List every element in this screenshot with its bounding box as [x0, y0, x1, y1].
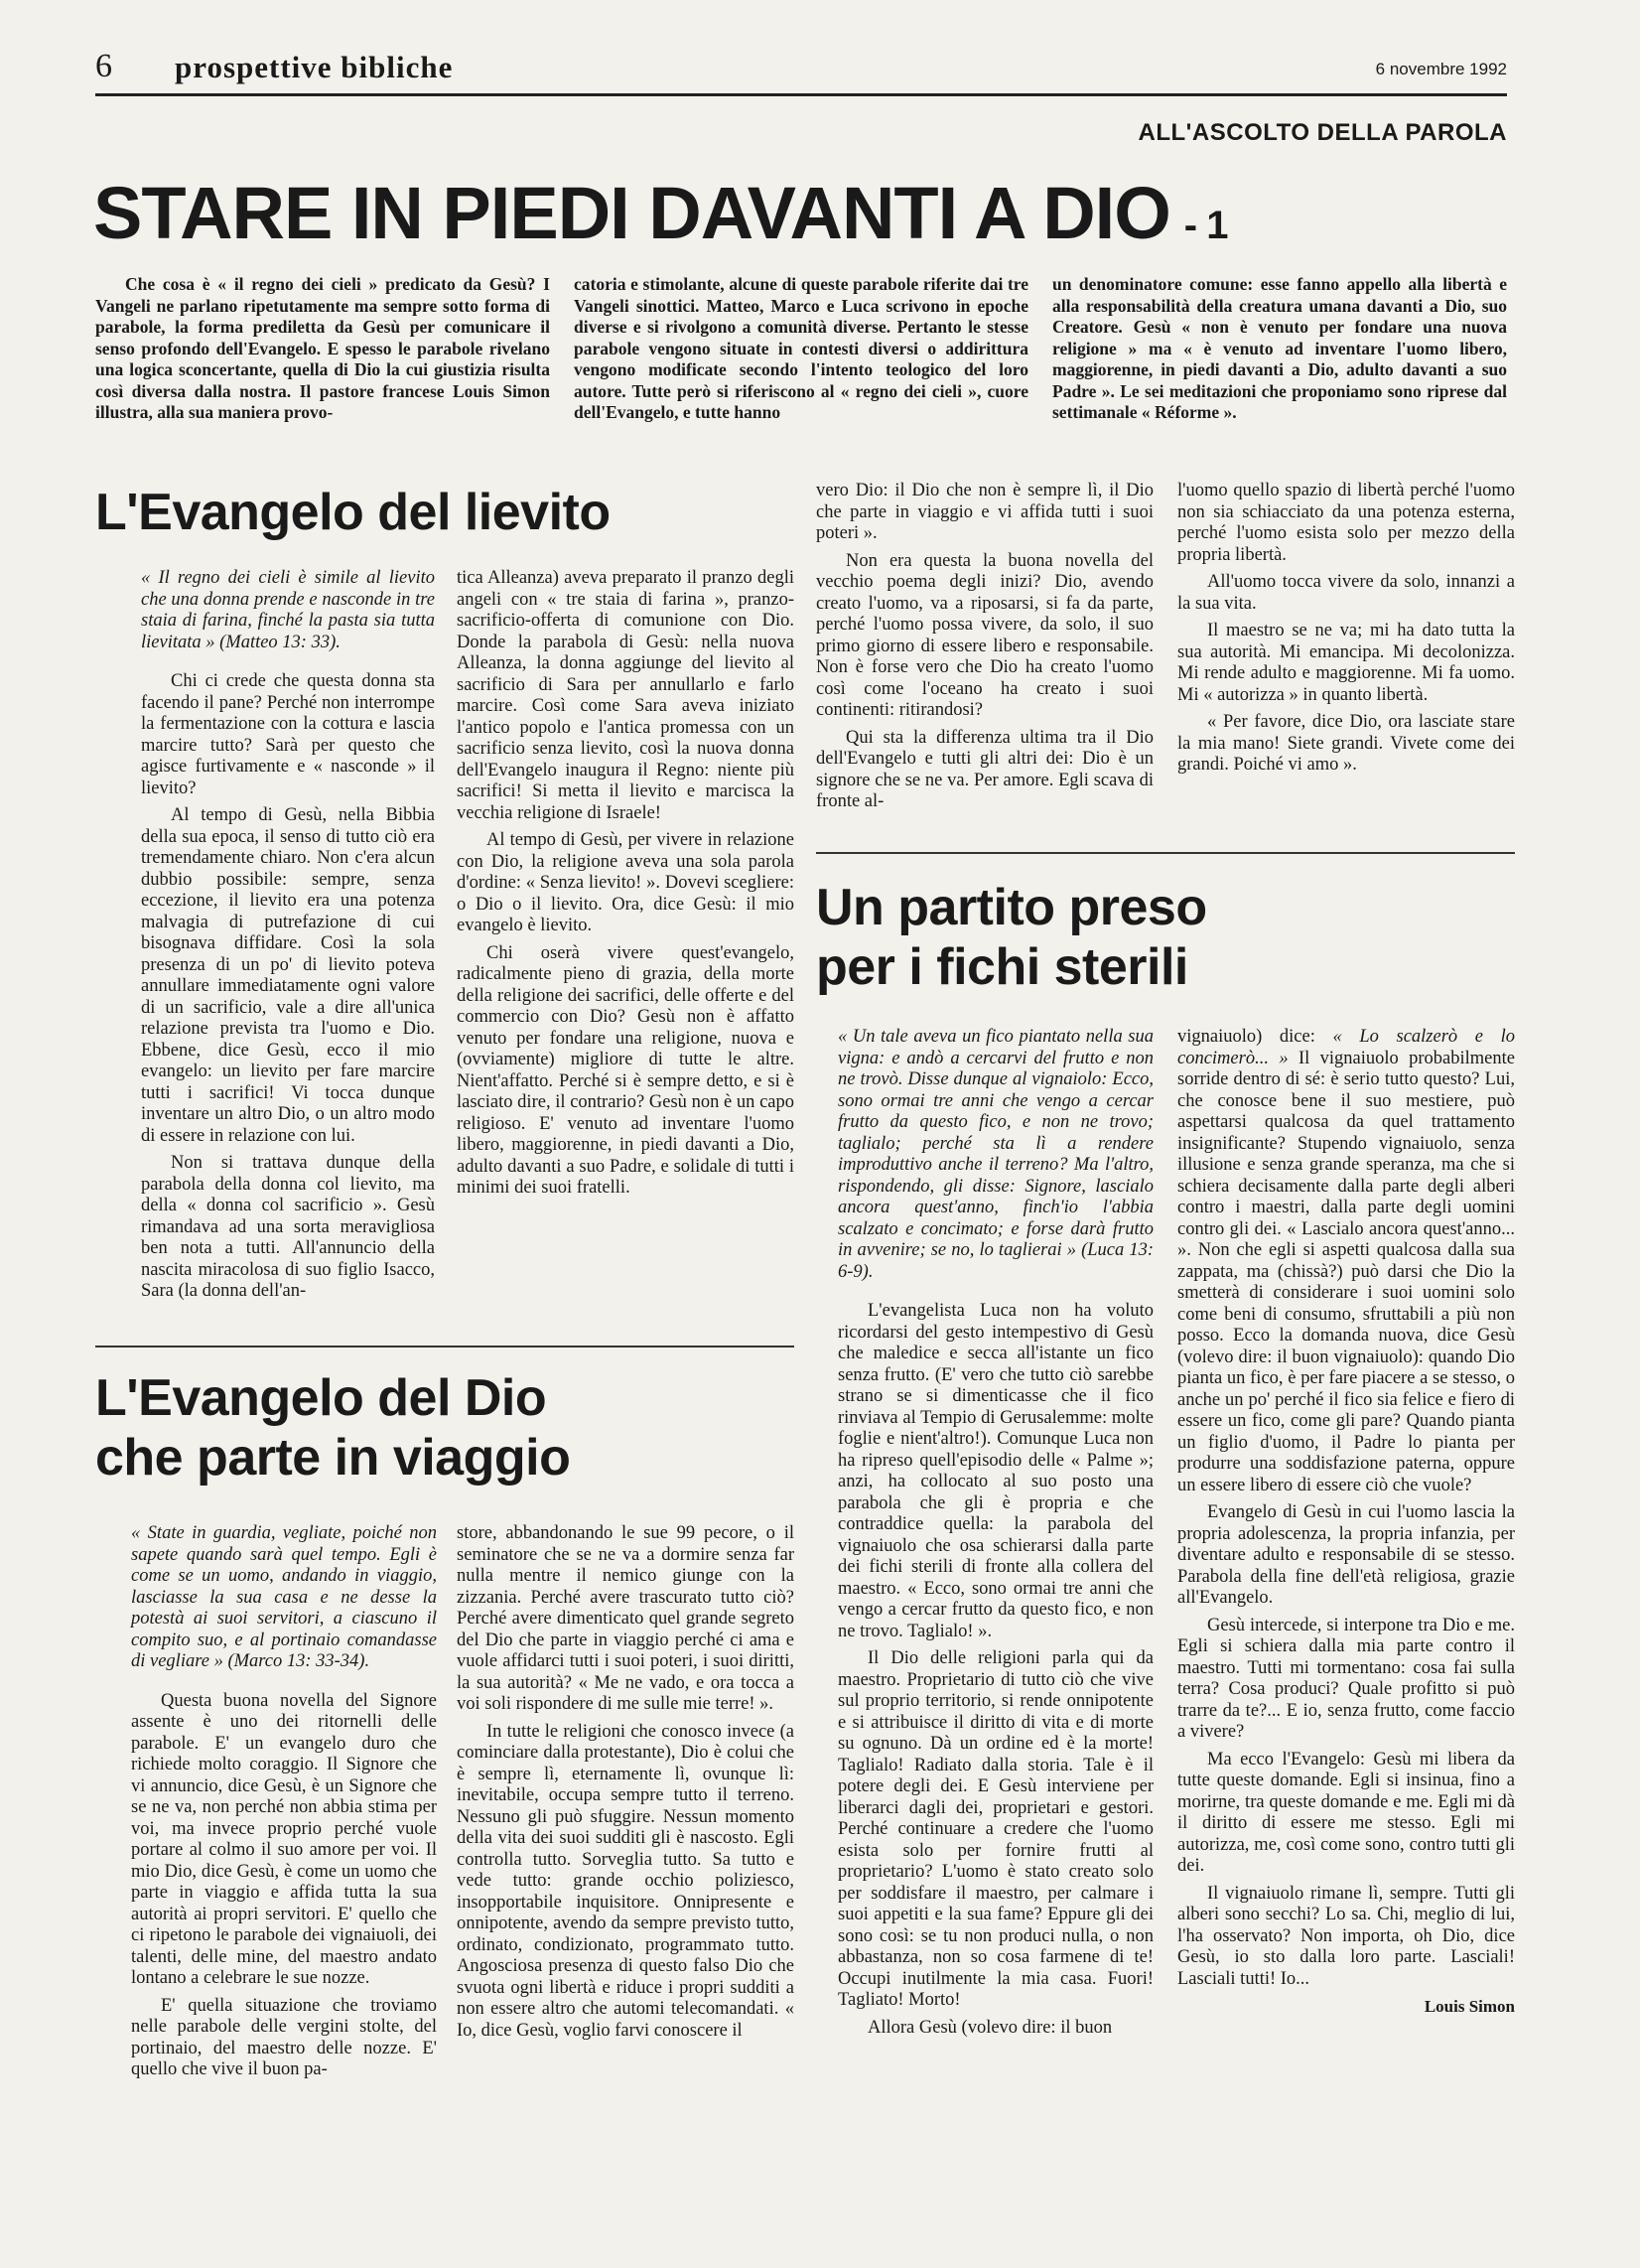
- paragraph: In tutte le religioni che conosco invece (a cominciare dalla protestante), Dio è colui che è sempre lì, eternamente lì, ovunque lì: inevitabile, occupa sempre tutto il terreno. Nessuno gli può sfuggire. Nessun momento della vita dei suoi sudditi gli è nascosto. Egli controlla tutto. Sorveglia tutto. Sa tutto e vede tutto: grande occhio poliziesco, insopportabile inquisitore. Onnipresente e onnipotente, avendo da sempre previsto tutto, ordinato, condizionato, programmato tutto. Angosciosa presenza di questo falso Dio che svuota ogni libertà e riduce i propri sudditi a non essere altro che automi telecomandati. « Io, dice Gesù, voglio farvi conoscere il: [457, 1721, 794, 2041]
- paragraph: Gesù intercede, si interpone tra Dio e me. Egli si schiera dalla mia parte contro il maestro. Tutti mi tormentano: cosa fai sulla terra? Cosa produci? Quale profitto si può trarre da te?... E io, senza frutto, come faccio a vivere?: [1177, 1615, 1515, 1742]
- paragraph: Il Dio delle religioni parla qui da maestro. Proprietario di tutto ciò che vive sul proprio territorio, si rende onnipotente e si attribuisce il diritto di vita e di morte su ognuno. Dà un ordine ed è la morte! Taglialo! Radiato dalla storia. Tale è il potere degli dei. E Gesù interviene per liberarci dagli dei, proprietari e gestori. Perché continuare a credere che l'uomo esista solo per fornire frutti al proprietario? L'uomo è stato creato solo per soddisfare il maestro, per calmare i suoi appetiti e la sua fame? Eppure gli dei sono così: se tu non produci nulla, o non abbastanza, non so cosa farmene di te! Occupi inutilmente la mia casa. Fuori! Tagliato! Morto!: [838, 1648, 1154, 2010]
- paragraph: Questa buona novella del Signore assente è uno dei ritornelli delle parabole. E' un evangelo duro che richiede molto coraggio. Il Signore che vi annuncio, dice Gesù, è un Signore che se ne va, non perché non abbia stima per voi, ma invece proprio perché vuole portare al colmo il suo amore per voi. Il mio Dio, dice Gesù, è come un uomo che parte in viaggio e affida tutta la sua autorità ai propri servitori. E' quello che ci ripetono le parabole dei vignaiuoli, dei talenti, delle mine, del maestro andato lontano a celebrare le sue nozze.: [131, 1690, 437, 1988]
- paragraph: Ma ecco l'Evangelo: Gesù mi libera da tutte queste domande. Egli si insinua, fino a morirne, tra queste domande e me. Egli mi dà il diritto di essere me stesso. Egli mi autorizza, me, così come sono, contro tutti gli dei.: [1177, 1749, 1515, 1876]
- paragraph: vero Dio: il Dio che non è sempre lì, il Dio che parte in viaggio e vi affida tutti i suoi poteri ».: [816, 481, 1154, 543]
- section-heading-viaggio: L'Evangelo del Dio che parte in viaggio: [95, 1369, 571, 1487]
- section1-col-2: [457, 568, 794, 1205]
- section2-quote: « State in guardia, vegliate, poiché non sapete quando sarà quel tempo. Egli è come se un uomo, andando in viaggio, lasciasse la sua casa e ne desse la potestà ai suoi servitori, a ciascuno il compito suo, e al portinaio comandasse di vegliare » (Marco 13: 33-34).: [131, 1523, 437, 1671]
- paragraph: Chi oserà vivere quest'evangelo, radicalmente pieno di grazia, della morte della religione dei sacrifici, delle offerte e del commercio con Dio? Gesù non è affatto venuto per fondare una religione, nuova e (ovviamente) migliore di tutte le altre. Nient'affatto. Perché si è sempre detto, e si è lasciato dire, il contrario? Gesù non è un capo religioso. E' venuto ad inventare l'uomo libero, maggiorenne, in piedi davanti a Dio, adulto davanti a suo Padre, e solidale di tutti i minimi dei suoi fratelli.: [457, 942, 794, 1198]
- intro-col-1: Che cosa è « il regno dei cieli » predicato da Gesù? I Vangeli ne parlano ripetutamente ma sempre sotto forma di parabole, la forma prediletta da Gesù per comunicare il senso profondo dell'Evangelo. E spesso le parabole rivelano una logica sconcertante, quella di Dio la cui giustizia risulta così diversa dalla nostra. Il pastore francese Louis Simon illustra, alla sua maniera provo-: [95, 274, 550, 422]
- journal-title: prospettive bibliche: [175, 50, 454, 84]
- paragraph: store, abbandonando le sue 99 pecore, o il seminatore che se ne va a dormire senza far nulla mentre il nemico giunge con la zizzania. Perché avere trascurato tutto ciò? Perché avere dimenticato quel grande segreto del Dio che parte in viaggio perché ci ama e vuole affidarci tutti i suoi poteri, i suoi diritti, la sua autorità? « Me ne vado, e ora tocca a voi soli rispondere di me sulle mie terre! ».: [457, 1523, 794, 1714]
- paragraph: tica Alleanza) aveva preparato il pranzo degli angeli con « tre staia di farina », pranzo-sacrificio-offerta di comunione con Dio. Donde la parabola di Gesù: nella nuova Alleanza, la donna aggiunge del lievito al sacrificio di Sara per annullarlo e farlo marcire. Così come Sara aveva iniziato l'antico popolo e l'antica promessa con un sacrificio senza lievito, così la nuova donna dell'Evangelo inaugura il Regno: niente più sacrifici! Si metta il lievito e marcisca la vecchia religione di Israele!: [457, 568, 794, 823]
- article-title-text: STARE IN PIEDI DAVANTI A DIO: [93, 172, 1170, 254]
- section-heading-lievito: L'Evangelo del lievito: [95, 484, 611, 541]
- paragraph: E' quella situazione che troviamo nelle parabole delle vergini stolte, del portinaio, del maestro delle nozze. E' quello che vive il buon pa-: [131, 1995, 437, 2079]
- paragraph: Chi ci crede che questa donna sta facendo il pane? Perché non interrompe la fermentazione con la cottura e lascia marcire tutto? Sarà per questo che agisce furtivamente e « nasconde » il lievito?: [141, 671, 435, 798]
- article-part: - 1: [1183, 204, 1228, 247]
- section3-quote: « Un tale aveva un fico piantato nella sua vigna: e andò a cercarvi del frutto e non ne trovò. Disse dunque al vignaiolo: Ecco, sono ormai tre anni che vengo a cercar frutto da questo fico, e non ne trovo; taglialo; perché sta lì a rendere improduttivo anche il terreno? Ma l'altro, rispondendo, gli disse: Signore, lascialo ancora quest'anno, finch'io l'abbia scalzato e concimato; e forse darà frutto in avvenire; se no, lo taglierai » (Luca 13: 6-9).: [838, 1027, 1154, 1282]
- paragraph: Qui sta la differenza ultima tra il Dio dell'Evangelo e tutti gli altri dei: Dio è un signore che se ne va. Per amore. Egli scava di fronte al-: [816, 727, 1154, 811]
- intro-col-3: un denominatore comune: esse fanno appello alla libertà e alla responsabilità della creatura umana davanti a Dio, suo Creatore. Gesù « non è venuto per fondare una nuova religione » ma « è venuto ad inventare l'uomo libero, maggiorenne, in piedi davanti a Dio, adulto davanti a suo Padre ». Le sei meditazioni che proponiamo sono riprese dal settimanale « Réforme ».: [1052, 274, 1507, 422]
- paragraph: vignaiuolo) dice: « Lo scalzerò e lo concimerò... » Il vignaiuolo probabilmente sorride dentro di sé: è serio tutto questo? Lui, che conosce bene il suo mestiere, può aspettarsi qualcosa da quel trattamento insignificante? Stupendo vignaiuolo, senza illusione e senza grande speranza, ma che si schiera decisamente dalla parte degli alberi contro i maestri, dalla parte degli uomini contro gli dei. « Lascialo ancora quest'anno... ». Non che egli si aspetti qualcosa dalla sua zappata, ma (chissà?) può darsi che Dio la smetterà di considerare i suoi uomini solo come beni di consumo, sfruttabili a più non posso. Ecco la domanda nuova, dice Gesù (volevo dire: il buon vignaiuolo): quando Dio pianta un fico, è per fare piacere a se stesso, o anche un po' perché il fico sia felice e fiero di essere un fico, come gli pare? Quando pianta un figlio d'uomo, il Padre lo pianta per produrre una soddisfazione paterna, oppure un essere libero di essere ciò che vuole?: [1177, 1027, 1515, 1495]
- paragraph: All'uomo tocca vivere da solo, innanzi a la sua vita.: [1177, 572, 1515, 614]
- section3-col-2: [1177, 1027, 1515, 2024]
- issue-date: 6 novembre 1992: [1375, 60, 1507, 78]
- article-title: [93, 171, 1227, 255]
- section1-quote: « Il regno dei cieli è simile al lievito che una donna prende e nasconde in tre staia di farina, finché la pasta sia tutta lievitata » (Matteo 13: 33).: [141, 568, 435, 652]
- header-rule: [95, 93, 1507, 96]
- intro-col-2: catoria e stimolante, alcune di queste parabole riferite dai tre Vangeli sinottici. Matteo, Marco e Luca scrivono in epoche diverse e si rivolgono a comunità diverse. Pertanto le stesse parabole vengono situate in contesti diversi o addirittura vengono modificate secondo l'intento teologico del loro autore. Tutte però si riferiscono al « regno dei cieli », cuore dell'Evangelo, e tutte hanno: [574, 274, 1028, 422]
- paragraph: Allora Gesù (volevo dire: il buon: [868, 2017, 1113, 2038]
- rubric-label: ALL'ASCOLTO DELLA PAROLA: [1138, 119, 1507, 146]
- paragraph: l'uomo quello spazio di libertà perché l'uomo non sia schiacciato da una potenza esterna, perché l'uomo esista solo per mezzo della propria libertà.: [1177, 481, 1515, 565]
- section2-col-1: [131, 1523, 437, 2087]
- paragraph: Al tempo di Gesù, per vivere in relazione con Dio, la religione aveva una sola parola d'ordine: « Senza lievito! ». Dovevi scegliere: o Dio o il lievito. Ora, dice Gesù: il mio evangelo è lievito.: [457, 830, 794, 935]
- paragraph: Al tempo di Gesù, nella Bibbia della sua epoca, il senso di tutto ciò era tremendamente chiaro. Non c'era alcun dubbio possibile: sempre, senza eccezione, il lievito era una potenza malvagia di putrefazione di cui bisognava diffidare. Così la sola presenza di un po' di lievito poteva annullare immediatamente ogni valore di un sacrificio, vale a dire all'unica relazione prevista tra l'uomo e Dio. Ebbene, dice Gesù, ecco il mio evangelo: un lievito per fare marcire tutti i sacrifici! Vi tocca dunque inventare un altro Dio, o un altro modo di essere in relazione con lui.: [141, 805, 435, 1146]
- section1-col-1: [141, 568, 435, 1309]
- section1-col-3-text: [816, 481, 1154, 819]
- paragraph: Non era questa la buona novella del vecchio poema degli inizi? Dio, avendo creato l'uomo, va a riposarsi, si fa da parte, perché l'uomo possa vivere, da solo, il suo primo giorno di essere libero e responsabile. Non è forse vero che Dio ha creato l'uomo così come l'oceano ha creato i suoi continenti: ritirandosi?: [816, 550, 1154, 720]
- paragraph: « Per favore, dice Dio, ora lasciate stare la mia mano! Siete grandi. Vivete come dei grandi. Poiché vi amo ».: [1177, 712, 1515, 775]
- paragraph: Il vignaiuolo rimane lì, sempre. Tutti gli alberi sono secchi? Lo sa. Chi, meglio di lui, l'ha osservato? Non importa, oh Dio, dice Gesù, io sto dalla loro parte. Lasciali! Lasciali tutti! Io...: [1177, 1883, 1515, 1989]
- paragraph: Evangelo di Gesù in cui l'uomo lascia la propria adolescenza, la propria infanzia, per diventare adulto e responsabile di se stesso. Parabola della fine dell'età religiosa, grazie all'Evangelo.: [1177, 1502, 1515, 1608]
- section1-col-4: [1177, 481, 1515, 782]
- paragraph: Il maestro se ne va; mi ha dato tutta la sua autorità. Mi emancipa. Mi decolonizza. Mi rende adulto e maggiorenne. Mi fa uomo. Mi « autorizza » in quanto libertà.: [1177, 621, 1515, 705]
- page-number: 6: [95, 48, 112, 84]
- section-divider: [95, 1346, 794, 1347]
- paragraph: L'evangelista Luca non ha voluto ricordarsi del gesto intempestivo di Gesù che maledice e secca all'istante un fico senza frutto. (E' vero che tutto ciò sarebbe strano se si dimenticasse che il fico rinviava al Tempio di Gerusalemme: molte foglie e nient'altro!). Comunque Luca non ha ripreso quell'episodio delle « Palme »; anzi, ha collocato al suo posto una parabola che gli è propria e che contraddice quella: la parabola del vignaiuolo che osa schierarsi dalla parte dei fichi sterili di fronte alla collera del maestro. « Ecco, sono ormai tre anni che vengo a cercar frutto da questo fico, e non ne trovo. Taglialo! ».: [838, 1301, 1154, 1641]
- section3-col-1: [838, 1027, 1154, 2045]
- section-divider: [816, 852, 1515, 854]
- section-heading-fichi: Un partito preso per i fichi sterili: [816, 879, 1207, 996]
- paragraph: Non si trattava dunque della parabola della donna col lievito, ma della « donna col sacrificio ». Gesù rimandava ad una sorta meravigliosa ben nota a tutti. All'annuncio della nascita miracolosa di suo figlio Isacco, Sara (la donna dell'an-: [141, 1153, 435, 1301]
- section2-col-2: [457, 1523, 794, 2048]
- author-signature: Louis Simon: [1424, 1997, 1515, 2016]
